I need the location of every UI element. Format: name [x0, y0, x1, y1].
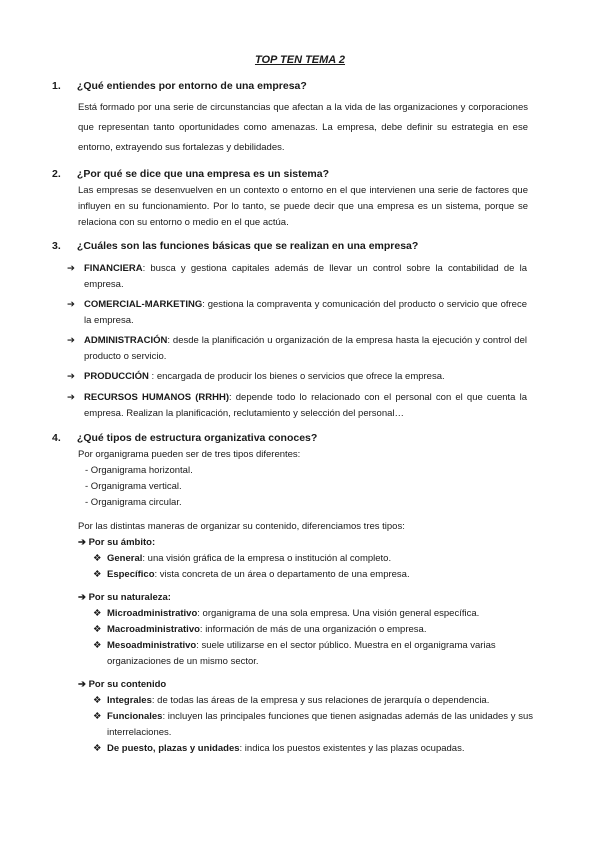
question-2-answer: Las empresas se desenvuelven en un contexto o entorno en el que intervienen una serie de factores que influyen en su funcionamiento. Por lo tanto, se puede decir que una empresa es un sistema, porque se relaciona con su entorno o medio en el que actúa.	[78, 185, 528, 228]
group-item	[93, 638, 533, 670]
function-item-financiera	[67, 261, 527, 293]
item-desc: : vista concreta de un área o departamento de una empresa.	[154, 569, 410, 580]
function-item-rrhh	[67, 390, 527, 422]
arrow-icon: ➔	[67, 392, 75, 403]
function-term: COMERCIAL-MARKETING	[84, 299, 203, 310]
function-item-comercial	[67, 297, 527, 329]
diamond-bullet-icon: ❖	[93, 624, 102, 635]
group-item	[93, 551, 533, 567]
arrow-icon: ➔	[67, 299, 75, 310]
question-1-heading	[52, 80, 307, 92]
function-desc: : gestiona la compraventa y comunicación del producto o servicio que ofrece la empresa.	[84, 299, 527, 326]
diamond-bullet-icon: ❖	[93, 743, 102, 754]
diamond-bullet-icon: ❖	[93, 553, 102, 564]
question-1-number: 1.	[52, 80, 61, 92]
question-2-heading	[52, 168, 329, 180]
function-term: PRODUCCIÓN	[84, 371, 149, 382]
org-intro: Por organigrama pueden ser de tres tipos diferentes:	[78, 449, 301, 460]
question-4-heading	[52, 432, 317, 444]
document-title: TOP TEN TEMA 2	[254, 54, 346, 66]
group-item	[93, 606, 533, 622]
function-item-administracion	[67, 333, 527, 365]
item-desc: : de todas las áreas de la empresa y sus relaciones de jerarquía o dependencia.	[151, 695, 490, 706]
diamond-bullet-icon: ❖	[93, 608, 102, 619]
group-item	[93, 693, 533, 709]
question-3-heading	[52, 240, 418, 252]
function-desc: : desde la planificación u organización de la empresa hasta la ejecución y control del producto o servicio.	[84, 335, 527, 362]
function-desc: : busca y gestiona capitales además de llevar un control sobre la contabilidad de la empresa.	[84, 263, 527, 290]
group-item	[93, 622, 533, 638]
question-4-number: 4.	[52, 432, 61, 444]
item-term: Macroadministrativo	[107, 624, 200, 635]
function-desc: : depende todo lo relacionado con el personal con el que cuenta la empresa. Realizan la planificación, reclutamiento y selección del personal…	[84, 392, 527, 419]
question-2-title: ¿Por qué se dice que una empresa es un sistema?	[76, 168, 330, 180]
function-term: ADMINISTRACIÓN	[84, 335, 168, 346]
diamond-bullet-icon: ❖	[93, 640, 102, 651]
group-heading-contenido: ➔ Por su contenido	[78, 679, 167, 690]
question-1-title: ¿Qué entiendes por entorno de una empresa?	[76, 80, 307, 92]
function-term: FINANCIERA	[84, 263, 143, 274]
group-item	[93, 709, 533, 741]
item-term: Integrales	[107, 695, 152, 706]
diamond-bullet-icon: ❖	[93, 569, 102, 580]
question-2-number: 2.	[52, 168, 61, 180]
org-type-item: - Organigrama circular.	[85, 497, 182, 508]
item-desc: : incluyen las principales funciones que tienen asignadas además de las unidades y sus interrelaciones.	[107, 711, 533, 738]
org-type-item: - Organigrama horizontal.	[85, 465, 193, 476]
group-item	[93, 567, 533, 583]
question-4-title: ¿Qué tipos de estructura organizativa conoces?	[76, 432, 318, 444]
arrow-icon: ➔	[67, 371, 75, 382]
item-term: Microadministrativo	[107, 608, 198, 619]
question-3-title: ¿Cuáles son las funciones básicas que se realizan en una empresa?	[76, 240, 419, 252]
group-item	[93, 741, 533, 757]
item-desc: : suele utilizarse en el sector público. Muestra en el organigrama varias organizaciones de un mismo sector.	[107, 640, 496, 667]
diamond-bullet-icon: ❖	[93, 711, 102, 722]
item-desc: : una visión gráfica de la empresa o institución al completo.	[142, 553, 392, 564]
org-type-item: - Organigrama vertical.	[85, 481, 182, 492]
item-term: Mesoadministrativo	[107, 640, 197, 651]
item-term: De puesto, plazas y unidades	[107, 743, 240, 754]
function-term: RECURSOS HUMANOS (RRHH)	[84, 392, 229, 403]
question-3-number: 3.	[52, 240, 61, 252]
item-term: General	[107, 553, 143, 564]
item-desc: : indica los puestos existentes y las plazas ocupadas.	[239, 743, 465, 754]
item-term: Funcionales	[107, 711, 163, 722]
arrow-icon: ➔	[67, 335, 75, 346]
item-desc: : información de más de una organización o empresa.	[199, 624, 427, 635]
function-desc: : encargada de producir los bienes o servicios que ofrece la empresa.	[148, 371, 445, 382]
function-item-produccion	[67, 369, 527, 385]
arrow-icon: ➔	[67, 263, 75, 274]
question-1-answer: Está formado por una serie de circunstancias que afectan a la vida de las organizaciones y corporaciones que representan tanto oportunidades como amenazas. La empresa, debe definir su estrategia en ese entorno, extrayendo sus fortalezas y debilidades.	[78, 102, 528, 153]
item-term: Específico	[107, 569, 155, 580]
group-heading-ambito: ➔ Por su ámbito:	[78, 537, 156, 548]
item-desc: : organigrama de una sola empresa. Una visión general específica.	[197, 608, 480, 619]
org-intro-2: Por las distintas maneras de organizar su contenido, diferenciamos tres tipos:	[78, 521, 405, 532]
diamond-bullet-icon: ❖	[93, 695, 102, 706]
group-heading-naturaleza: ➔ Por su naturaleza:	[78, 592, 171, 603]
